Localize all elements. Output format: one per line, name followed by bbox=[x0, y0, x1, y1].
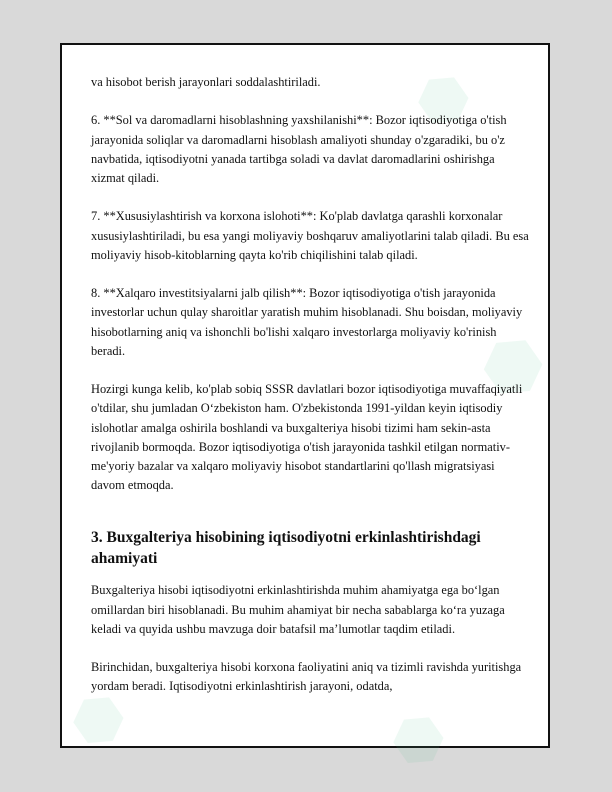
watermark-logo: ⬢ bbox=[464, 314, 562, 418]
document-body bbox=[91, 73, 531, 716]
paragraph: 7. **Xususiylashtirish va korxona islohoti**: Ko'plab davlatga qarashli korxonalar xususiylashtiriladi, bu esa yangi moliyaviy boshqaruv amaliyotlarini talab qiladi. Bu esa moliyaviy hisob-kitoblarning qayta ko'rib chiqilishini talab qiladi. bbox=[91, 209, 529, 262]
watermark-logo: ⬢ bbox=[401, 56, 485, 144]
paragraph: 8. **Xalqaro investitsiyalarni jalb qilish**: Bozor iqtisodiyotiga o'tish jarayonida investorlar uchun qulay sharoitlar yaratish muhim hisoblanadi. Shu boisdan, moliyaviy hisobotlarning aniq va ishonchli bo'lishi xalqaro investorlarga moliyaviy ko'rinish beradi. bbox=[91, 286, 523, 358]
document-page bbox=[56, 43, 562, 784]
watermark-logo: ⬢ bbox=[56, 676, 140, 764]
watermark-logo: ⬢ bbox=[376, 696, 460, 784]
paragraph: va hisobot berish jarayonlari soddalashtiriladi. bbox=[91, 75, 321, 89]
paragraph: Birinchidan, buxgalteriya hisobi korxona faoliyatini aniq va tizimli ravishda yuritishga yordam beradi. Iqtisodiyotni erkinlashtirish jarayoni, odatda, bbox=[91, 660, 522, 694]
paragraph: Buxgalteriya hisobi iqtisodiyotni erkinlashtirishda muhim ahamiyatga ega bo‘lgan omillardan biri hisoblanadi. Bu muhim ahamiyat bir necha sabablarga ko‘ra yuzaga keladi va quyida ushbu mavzuga doir batafsil ma’lumotlar taqdim etiladi. bbox=[91, 583, 505, 636]
section-heading: 3. Buxgalteriya hisobining iqtisodiyotni erkinlashtirishdagi ahamiyati bbox=[91, 529, 481, 568]
paragraph: 6. **Sol va daromadlarni hisoblashning yaxshilanishi**: Bozor iqtisodiyotiga o'tish jarayonida soliqlar va daromadlarni hisoblash amaliyoti shunday o'zgaradiki, bu o'z navbatida, iqtisodiyotni yanada tartibga soladi va davlat daromadlarini oshirishga xizmat qiladi. bbox=[91, 113, 507, 185]
paragraph: Hozirgi kunga kelib, ko'plab sobiq SSSR davlatlari bozor iqtisodiyotiga muvaffaqiyatli o'tdilar, shu jumladan O‘zbekiston ham. O'zbekistonda 1991-yildan keyin iqtisodiy islohotlar amalga oshirila boshlandi va buxgalteriya hisobi tizimi ham sekin-asta rivojlanib bormoqda. Bozor iqtisodiyotiga o'tish jarayonida tashkil etilgan normativ-me'yoriy bazalar va xalqaro moliyaviy hisobot standartlarini qo'llash migratsiyasi davom etmoqda. bbox=[91, 382, 523, 493]
